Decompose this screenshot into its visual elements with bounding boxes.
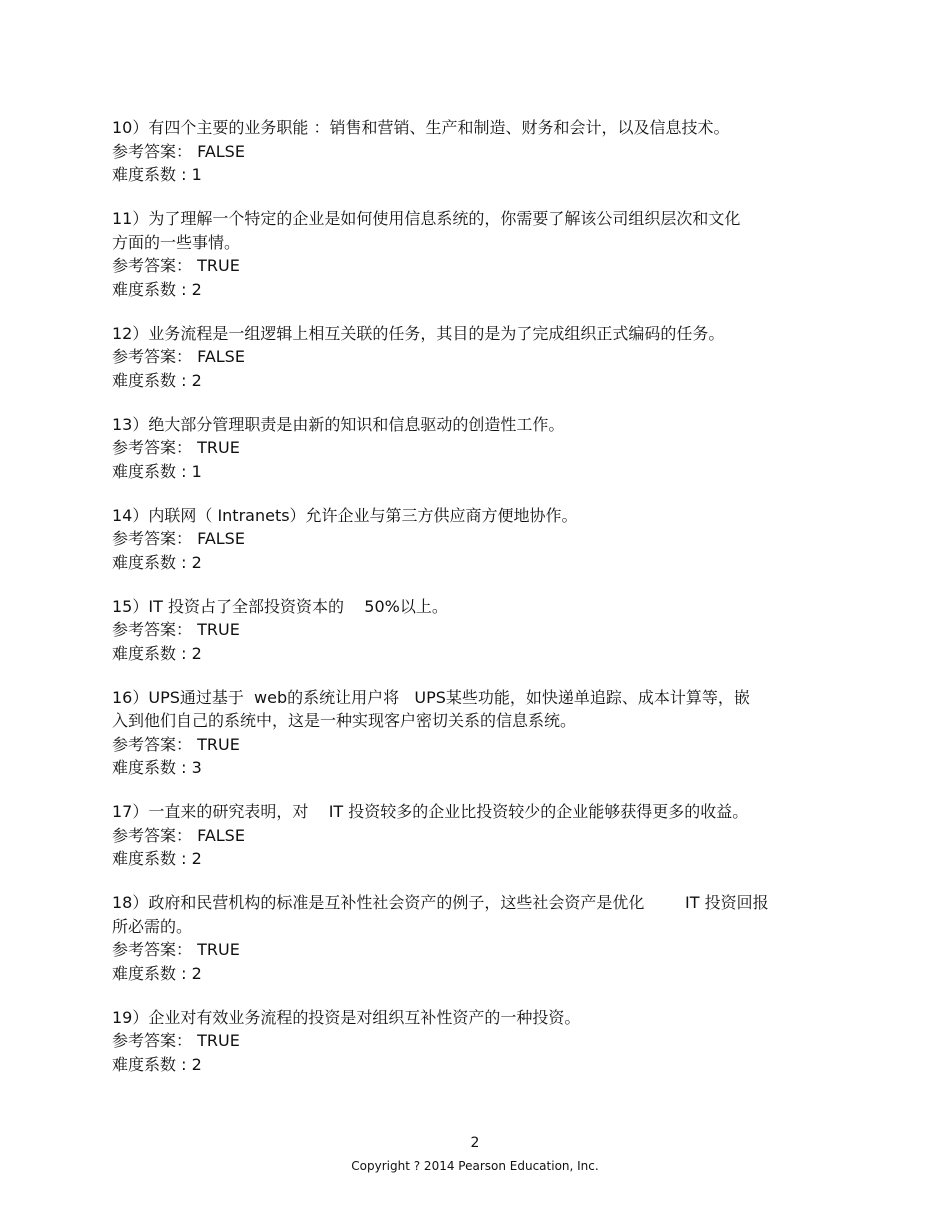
question-list [112, 116, 832, 1097]
question-text: 15）IT 投资占了全部投资资本的 50%以上。 [112, 596, 448, 616]
copyright-notice: Copyright ? 2014 Pearson Education, Inc. [351, 1159, 599, 1173]
page-number: 2 [470, 1135, 480, 1151]
question-item [112, 207, 832, 301]
answer-line: 参考答案： FALSE [112, 825, 245, 845]
answer-line: 参考答案： TRUE [112, 940, 240, 959]
difficulty-line: 难度系数 : 2 [112, 1054, 202, 1074]
difficulty-line: 难度系数 : 1 [112, 461, 202, 481]
question-text: 12）业务流程是一组逻辑上相互关联的任务，其目的是为了完成组织正式编码的任务。 [112, 323, 725, 343]
question-item [112, 116, 832, 187]
question-text: 11）为了理解一个特定的企业是如何使用信息系统的，你需要了解该公司组织层次和文化 方面的一些事情。 [112, 209, 741, 252]
difficulty-line: 难度系数 : 2 [112, 849, 202, 868]
question-item [112, 686, 832, 780]
question-text: 17）一直来的研究表明，对 IT 投资较多的企业比投资较少的企业能够获得更多的收益。 [112, 802, 749, 821]
answer-line: 参考答案： FALSE [112, 347, 245, 366]
answer-line: 参考答案： TRUE [112, 438, 240, 457]
question-text: 19）企业对有效业务流程的投资是对组织互补性资产的一种投资。 [112, 1007, 581, 1027]
difficulty-line: 难度系数 : 1 [112, 165, 202, 184]
question-item [112, 1006, 832, 1077]
answer-line: 参考答案： FALSE [112, 141, 245, 161]
question-text: 10）有四个主要的业务职能 ：销售和营销、生产和制造、财务和会计，以及信息技术。 [112, 118, 730, 137]
question-text: 18）政府和民营机构的标准是互补性社会资产的例子，这些社会资产是优化 IT 投资回报 所必需的。 [112, 893, 769, 936]
difficulty-line: 难度系数 : 2 [112, 963, 202, 983]
answer-line: 参考答案： TRUE [112, 256, 240, 275]
answer-line: 参考答案： TRUE [112, 620, 240, 639]
question-text: 14）内联网（ Intranets）允许企业与第三方供应商方便地协作。 [112, 505, 578, 525]
question-item [112, 891, 832, 985]
difficulty-line: 难度系数 : 2 [112, 643, 202, 663]
question-item [112, 413, 832, 484]
difficulty-line: 难度系数 : 3 [112, 758, 202, 777]
question-item [112, 504, 832, 575]
answer-line: 参考答案： TRUE [112, 1031, 240, 1050]
question-text: 16）UPS通过基于 web的系统让用户将 UPS某些功能，如快递单追踪、成本计算等，嵌 入到他们自己的系统中，这是一种实现客户密切关系的信息系统。 [112, 687, 750, 730]
question-item [112, 322, 832, 393]
answer-line: 参考答案： TRUE [112, 734, 240, 754]
difficulty-line: 难度系数 : 2 [112, 370, 202, 390]
difficulty-line: 难度系数 : 2 [112, 552, 202, 572]
difficulty-line: 难度系数 : 2 [112, 279, 202, 299]
question-item [112, 595, 832, 666]
question-item [112, 800, 832, 871]
question-text: 13）绝大部分管理职责是由新的知识和信息驱动的创造性工作。 [112, 414, 565, 434]
answer-line: 参考答案： FALSE [112, 529, 245, 548]
